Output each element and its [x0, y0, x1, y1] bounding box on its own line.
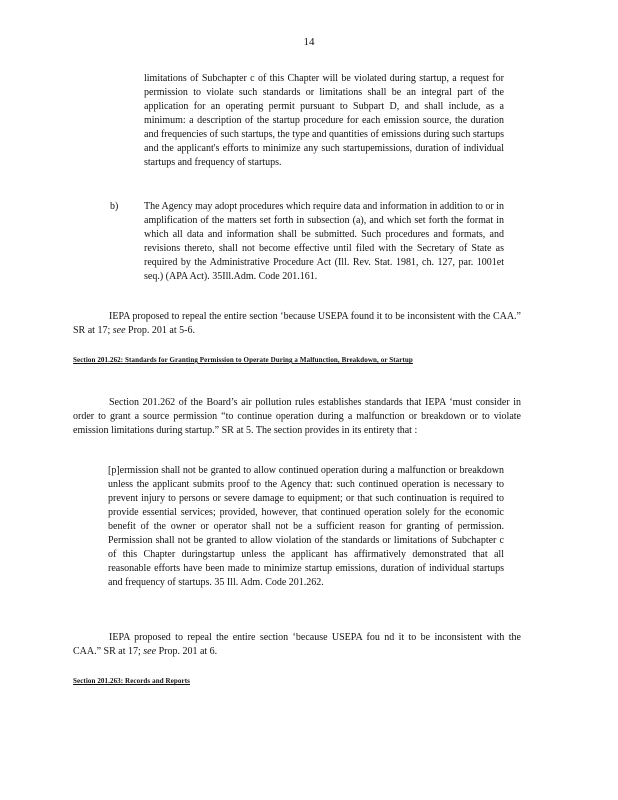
quoted-regulation-block-1: limitations of Subchapter c of this Chapter will be violated during startup, a request for permission to violate such standards or limitations shall be an integral part of the application for an operating permit pursuant to Subpart D, and shall include, as a minimum: a description of the startup procedure for each emission source, the duration and frequencies of such startups, the type and quantities of emissions during such startups and the applicant's efforts to minimize any such startupemissions, duration of individual startups and frequency of startups.	[144, 73, 504, 168]
list-item-label-b: b)	[110, 201, 119, 212]
list-item-b-text: The Agency may adopt procedures which require data and information in addition to or in amplification of the matters set forth in subsection (a), and which set forth the format in which all data and information shall be submitted. Such procedures and formats, and revisions thereto, shall not become effective until filed with the Secretary of State as required by the Administrative Procedure Act (Ill. Rev. Stat. 1981, ch. 127, par. 1001et seq.) (APA Act). 35Ill.Adm. Code 201.161.	[144, 201, 504, 282]
paragraph-text: Section 201.262 of the Board’s air pollution rules establishes standards that IEPA ‘must consider in order to grant a source permission “to continue operation during a malfunction or breakdown or to violate emission limitations during startup.” SR at 5. The section provides in its entirety that :	[73, 397, 521, 436]
see-citation-signal: see	[112, 325, 126, 336]
paragraph-iepa-repeal-2	[73, 631, 521, 659]
quoted-regulation-block-2: [p]ermission shall not be granted to allow continued operation during a malfunction or breakdown unless the applicant submits proof to the Agency that: such continued operation is necessary to prevent injury to persons or severe damage to equipment; or that such continuation is required to provide essential services; provided, however, that continued operation solely for the economic benefit of the owner or operator shall not be a sufficient reason for granting of permission. Permission shall not be granted to allow violation of the standards or limitations of Subchapter c of this Chapter duringstartup unless the applicant has affirmatively demonstrated that all reasonable efforts have been made to minimize startup emissions, duration of individual startups and frequency of startups. 35 Ill. Adm. Code 201.262.	[108, 465, 504, 588]
paragraph-section-201-262-intro	[73, 396, 521, 438]
section-heading-201-263: Section 201.263: Records and Reports	[73, 677, 190, 685]
paragraph-iepa-repeal-1	[73, 310, 521, 338]
paragraph-text: IEPA proposed to repeal the entire section ‘because USEPA found it to be inconsistent with the CAA.” SR at 17;	[73, 311, 521, 336]
section-heading-201-262: Section 201.262: Standards for Granting Permission to Operate During a Malfunction, Breakdown, or Startup	[73, 356, 413, 364]
paragraph-text: Prop. 201 at 5-6.	[125, 325, 195, 336]
see-citation-signal: see	[143, 646, 157, 657]
page-number: 14	[303, 36, 315, 48]
paragraph-text: Prop. 201 at 6.	[156, 646, 218, 657]
paragraph-text: IEPA proposed to repeal the entire section ‘because USEPA fou nd it to be inconsistent with the CAA.” SR at 17;	[73, 632, 521, 657]
